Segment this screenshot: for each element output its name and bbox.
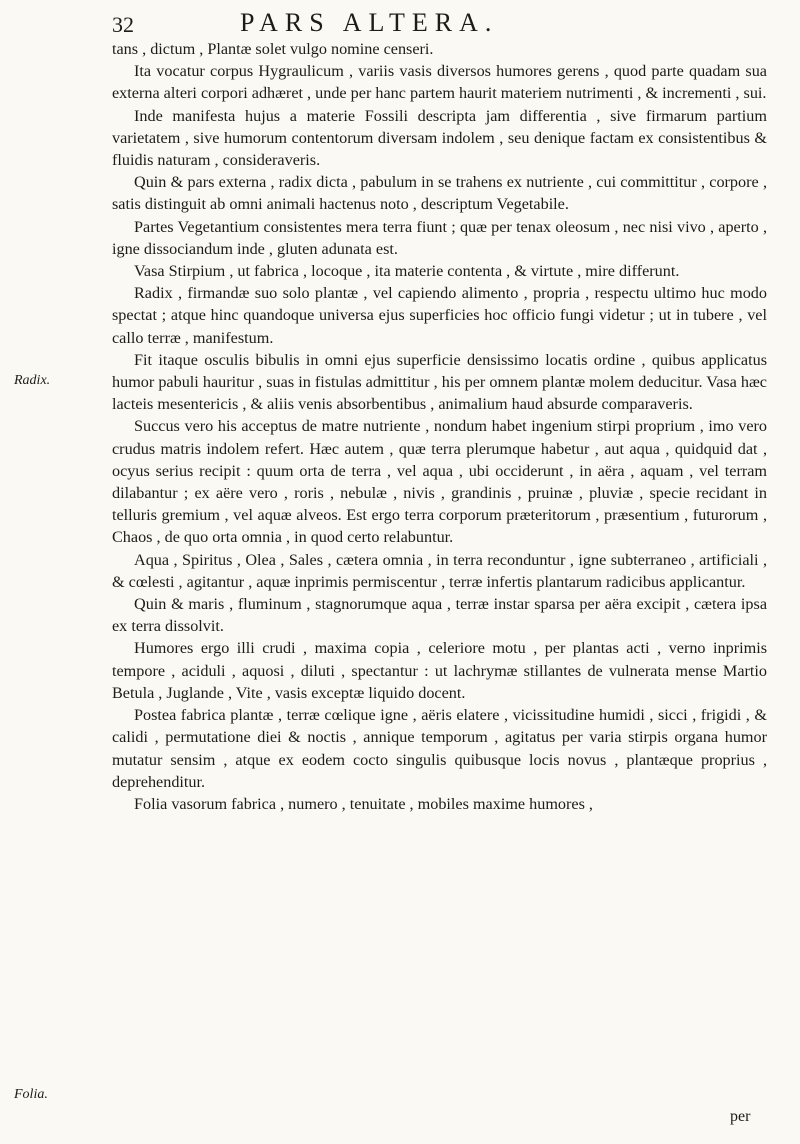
catchword: per [730,1108,751,1125]
paragraph: Humores ergo illi crudi , maxima copia , celeriore motu , per plantas acti , verno inprimis tempore , aciduli , aquosi , diluti , spectantur : ut lachrymæ stillantes de vulnerata mense Martio Betula , Juglande , Vite , vasis exceptæ liquido docent. [112,639,767,702]
paragraph: Vasa Stirpium , ut fabrica , locoque , ita materie contenta , & virtute , mire differunt. [134,262,680,281]
body-text [112,38,767,815]
paragraph: tans , dictum , Plantæ solet vulgo nomine censeri. [112,40,434,58]
paragraph: Aqua , Spiritus , Olea , Sales , cætera omnia , in terra reconduntur , igne subterraneo , artificiali , & cœlesti , agitantur , aquæ inprimis permiscentur , terræ infertis plantarum radicibus applicantur. [112,550,767,591]
paragraph: Ita vocatur corpus Hygraulicum , variis vasis diversos humores gerens , quod parte quadam sua externa alteri corpori adhæret , unde per hanc partem haurit materiem nutrimenti , & incrementi , sui. [112,62,767,103]
paragraph: Partes Vegetantium consistentes mera terra fiunt ; quæ per tenax oleosum , nec nisi vivo , aperto , igne dissociandum inde , gluten adunata est. [112,217,767,258]
marginal-note-folia: Folia. [14,1087,48,1102]
paragraph: Quin & pars externa , radix dicta , pabulum in se trahens ex nutriente , cui committitur , corpore , satis distinguit ab omni animali hactenus noto , descriptum Vegetabile. [112,173,767,214]
paragraph: Succus vero his acceptus de matre nutriente , nondum habet ingenium stirpi proprium , imo vero crudus matris indolem refert. Hæc autem , quæ terra plerumque habetur , aut aqua , quidquid dat , ocyus serius recipit : quum orta de terra , vel aqua , ubi occiderunt , in aëra , aquam , vel terram dilabantur ; ex aëre vero , roris , nebulæ , nivis , grandinis , pruinæ , pluviæ , specie recidant in telluris gremium , vel aquæ alveos. Est ergo terra corporum præteritorum , præsentium , futurorum , Chaos , de quo orta omnia , in quod certo relabuntur. [112,417,767,547]
page-number: 32 [112,12,134,37]
marginal-note-radix: Radix. [14,373,51,388]
paragraph: Quin & maris , fluminum , stagnorumque aqua , terræ instar sparsa per aëra excipit , cætera ipsa ex terra dissolvit. [112,595,767,636]
paragraph: Folia vasorum fabrica , numero , tenuitate , mobiles maxime humores , [134,794,593,813]
running-head: PARS ALTERA. [240,8,499,37]
paragraph: Radix , firmandæ suo solo plantæ , vel capiendo alimento , propria , respectu ultimo huc modo spectat ; atque hinc quandoque universa ejus superficies hoc officio fungi videtur ; ut in tubere , vel callo terræ , manifestum. [112,284,767,347]
paragraph: Inde manifesta hujus a materie Fossili descripta jam differentia , sive firmarum partium varietatem , sive humorum contentorum diversam indolem , seu denique factam ex consistentibus & fluidis naturam , consideraveris. [112,106,767,170]
paragraph: Postea fabrica plantæ , terræ cœlique igne , aëris elatere , vicissitudine humidi , sicci , frigidi , & calidi , permutatione diei & noctis , annique temporum , agitatus per varia stirpis organa humor mutatur sensim , atque ex eodem cocto singulis quibusque locis novus , plantæque proprius , deprehenditur. [112,706,767,791]
paragraph: Fit itaque osculis bibulis in omni ejus superficie densissimo locatis ordine , quibus applicatus humor pabuli hauritur , suas in fistulas admittitur , his per omnem plantæ molem deducitur. Vasa hæc lacteis mesentericis , & aliis venis absorbentibus , animalium haud absurde comparaveris. [112,350,767,414]
